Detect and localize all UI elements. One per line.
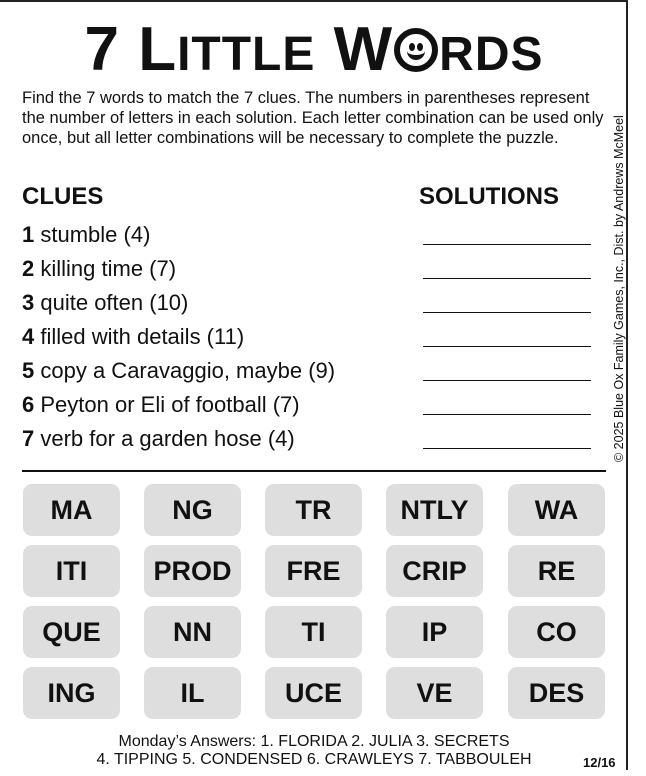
solution-blank-3[interactable] [423, 312, 591, 313]
letter-tile[interactable]: TR [265, 484, 362, 536]
clue-2 [22, 256, 176, 282]
letter-tile[interactable]: UCE [265, 667, 362, 719]
clue-text: Peyton or Eli of football (7) [40, 392, 300, 417]
clue-6 [22, 392, 300, 418]
clue-text: copy a Caravaggio, maybe (9) [40, 358, 336, 383]
title-little-initial: L [138, 15, 178, 84]
solution-blank-2[interactable] [423, 278, 591, 279]
title-digit: 7 [84, 15, 120, 84]
letter-tile[interactable]: NTLY [386, 484, 483, 536]
solution-blank-4[interactable] [423, 346, 591, 347]
title-words-initial: W [333, 15, 394, 84]
copyright-notice: © 2025 Blue Ox Family Games, Inc., Dist. by Andrews McMeel [612, 115, 626, 462]
previous-answers-line-2: 4. TIPPING 5. CONDENSED 6. CRAWLEYS 7. TABBOULEH [96, 751, 532, 768]
letter-tile[interactable]: DES [508, 667, 605, 719]
clue-text: filled with details (11) [40, 324, 245, 349]
solution-blank-7[interactable] [423, 448, 591, 449]
clue-text: verb for a garden hose (4) [40, 426, 295, 451]
letter-tile[interactable]: MA [23, 484, 120, 536]
clue-1 [22, 222, 150, 248]
letter-tile[interactable]: WA [508, 484, 605, 536]
solution-blank-6[interactable] [423, 414, 591, 415]
clue-number: 5 [22, 358, 35, 383]
previous-answers-line-1: Monday’s Answers: 1. FLORIDA 2. JULIA 3. SECRETS [118, 733, 510, 750]
clue-number: 3 [22, 290, 35, 315]
solution-blank-1[interactable] [423, 244, 591, 245]
title-words-rest: RDS [439, 28, 544, 81]
puzzle-title [0, 14, 628, 91]
letter-tile[interactable]: TI [265, 606, 362, 658]
letter-tile[interactable]: QUE [23, 606, 120, 658]
letter-tile[interactable]: IL [144, 667, 241, 719]
letter-tile[interactable]: FRE [265, 545, 362, 597]
clue-text: quite often (10) [40, 290, 189, 315]
letter-tile[interactable]: ITI [23, 545, 120, 597]
letter-tile[interactable]: RE [508, 545, 605, 597]
title-little-rest: ITTLE [177, 28, 316, 81]
clue-text: stumble (4) [40, 222, 151, 247]
clue-number: 2 [22, 256, 35, 281]
clue-4 [22, 324, 244, 350]
letter-tile[interactable]: CO [508, 606, 605, 658]
clue-7 [22, 426, 295, 452]
clues-header: CLUES [22, 183, 104, 210]
clue-number: 7 [22, 426, 35, 451]
letter-tile[interactable]: NN [144, 606, 241, 658]
letter-tile[interactable]: CRIP [386, 545, 483, 597]
clue-number: 4 [22, 324, 35, 349]
clue-3 [22, 290, 188, 316]
clue-5 [22, 358, 335, 384]
letter-tile[interactable]: VE [386, 667, 483, 719]
letter-tile[interactable]: ING [23, 667, 120, 719]
clue-number: 1 [22, 222, 35, 247]
letter-tile[interactable]: PROD [144, 545, 241, 597]
letter-tile[interactable]: IP [386, 606, 483, 658]
puzzle-date: 12/16 [583, 755, 616, 770]
smiley-face-icon [394, 28, 438, 72]
solution-blank-5[interactable] [423, 380, 591, 381]
letter-tile[interactable]: NG [144, 484, 241, 536]
clue-number: 6 [22, 392, 35, 417]
instructions-text: Find the 7 words to match the 7 clues. The numbers in parentheses represent the number of letters in each solution. Each letter combination can be used only once, but all letter combinations will be necessary to complete the puzzle. [22, 89, 604, 147]
divider-line [22, 470, 606, 472]
solutions-header: SOLUTIONS [419, 183, 560, 210]
clue-text: killing time (7) [40, 256, 177, 281]
